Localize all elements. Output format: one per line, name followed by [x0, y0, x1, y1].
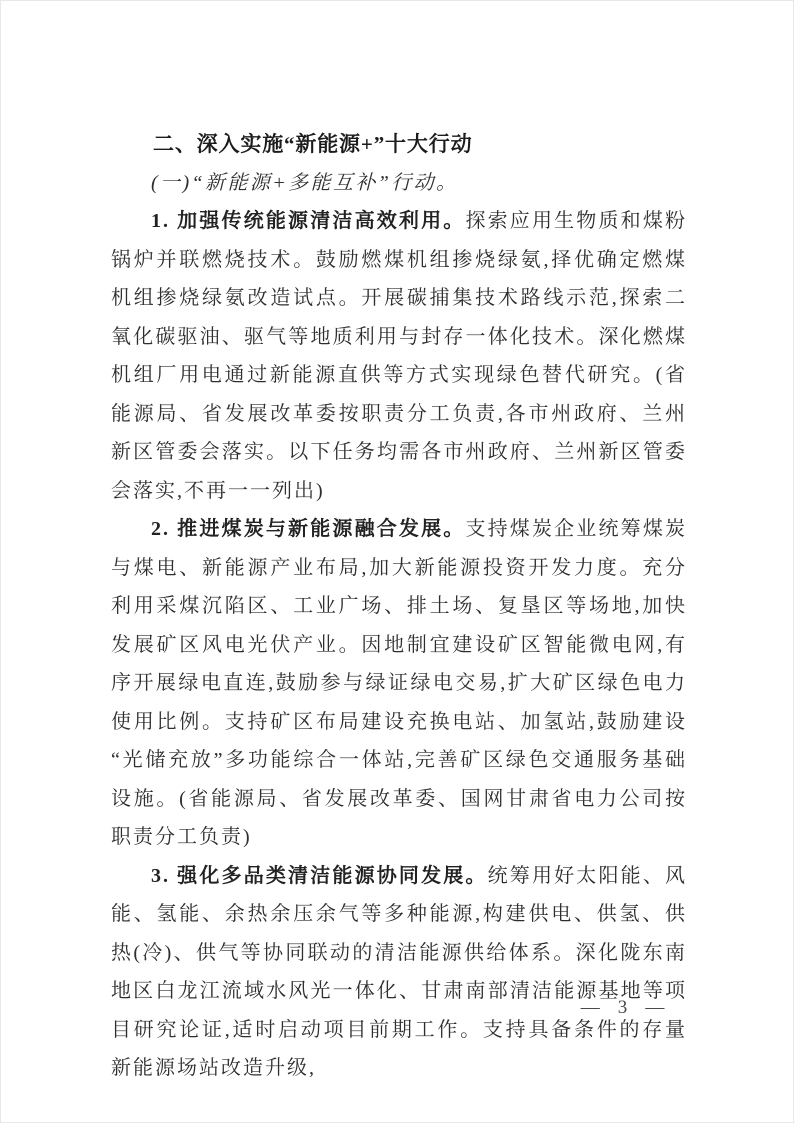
paragraph-3-lead: 3. 强化多品类清洁能源协同发展。	[151, 864, 488, 887]
paragraph-1-body: 探索应用生物质和煤粉锅炉并联燃烧技术。鼓励燃煤机组掺烧绿氨,择优确定燃煤机组掺烧绿氨改造试点。开展碳捕集技术路线示范,探索二氧化碳驱油、驱气等地质利用与封存一体化技术。深化燃煤机组厂用电通过新能源直供等方式实现绿色替代研究。(省能源局、省发展改革委按职责分工负责,各市州政府、兰州新区管委会落实。以下任务均需各市州政府、兰州新区管委会落实,不再一一列出)	[111, 210, 688, 502]
page-number: — 3 —	[580, 997, 671, 1018]
paragraph-1	[111, 202, 687, 510]
document-body	[111, 125, 687, 1088]
paragraph-3	[111, 857, 687, 1088]
paragraph-2-body: 支持煤炭企业统筹煤炭与煤电、新能源产业布局,加大新能源投资开发力度。充分利用采煤沉陷区、工业广场、排土场、复垦区等场地,加快发展矿区风电光伏产业。因地制宜建设矿区智能微电网,有序开展绿电直连,鼓励参与绿证绿电交易,扩大矿区绿色电力使用比例。支持矿区布局建设充换电站、加氢站,鼓励建设“光储充放”多功能综合一体站,完善矿区绿色交通服务基础设施。(省能源局、省发展改革委、国网甘肃省电力公司按职责分工负责)	[111, 518, 688, 848]
subsection-heading: (一)“新能源+多能互补”行动。	[151, 171, 459, 194]
paragraph-2-lead: 2. 推进煤炭与新能源融合发展。	[151, 518, 466, 540]
paragraph-3-body: 统筹用好太阳能、风能、氢能、余热余压余气等多种能源,构建供电、供氢、供热(冷)、供气等协同联动的清洁能源供给体系。深化陇东南地区白龙江流域水风光一体化、甘肃南部清洁能源基地等项目研究论证,适时启动项目前期工作。支持具备条件的存量新能源场站改造升级,	[111, 864, 688, 1079]
paragraph-2	[111, 510, 687, 857]
section-heading: 二、深入实施“新能源+”十大行动	[153, 132, 473, 156]
paragraph-1-lead: 1. 加强传统能源清洁高效利用。	[151, 210, 466, 232]
